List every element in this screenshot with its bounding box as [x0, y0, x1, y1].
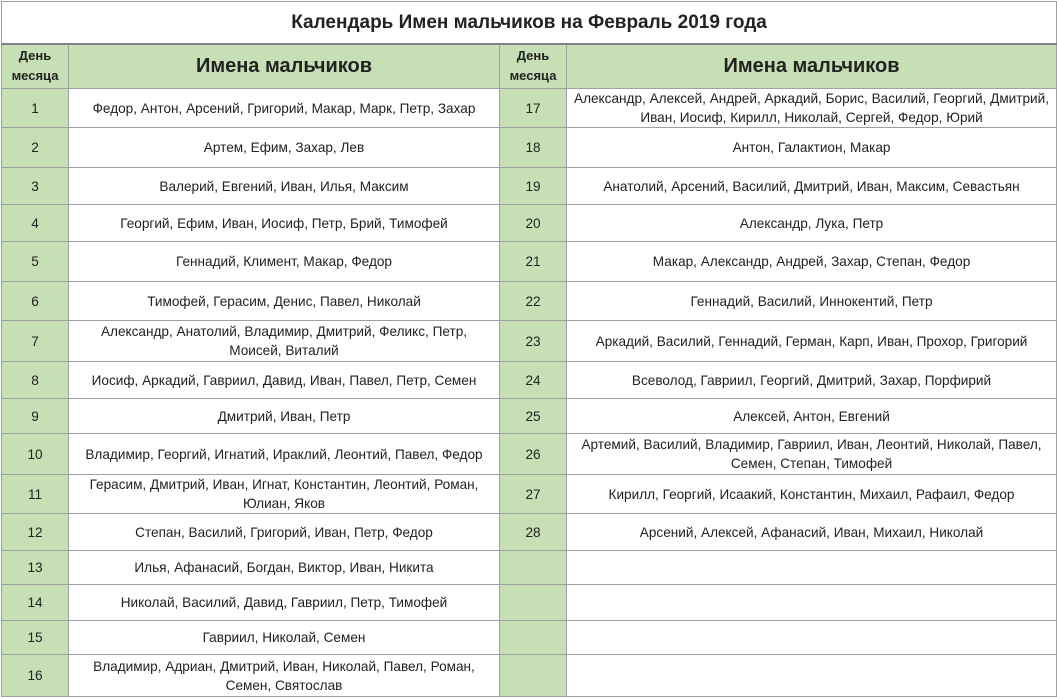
day-cell: 26: [500, 434, 567, 475]
names-cell: Владимир, Георгий, Игнатий, Ираклий, Леонтий, Павел, Федор: [69, 434, 500, 475]
names-cell: Геннадий, Василий, Иннокентий, Петр: [567, 282, 1057, 321]
names-cell: Всеволод, Гавриил, Георгий, Дмитрий, Захар, Порфирий: [567, 362, 1057, 399]
day-cell: 10: [2, 434, 69, 475]
day-cell: 14: [2, 585, 69, 621]
page-title: Календарь Имен мальчиков на Февраль 2019 года: [2, 2, 1057, 44]
names-cell: Герасим, Дмитрий, Иван, Игнат, Константин, Леонтий, Роман, Юлиан, Яков: [69, 475, 500, 514]
names-cell: Николай, Василий, Давид, Гавриил, Петр, Тимофей: [69, 585, 500, 621]
day-cell: 3: [2, 168, 69, 205]
names-cell: Валерий, Евгений, Иван, Илья, Максим: [69, 168, 500, 205]
day-cell: 21: [500, 242, 567, 282]
names-cell: Тимофей, Герасим, Денис, Павел, Николай: [69, 282, 500, 321]
table-row: [2, 321, 1057, 362]
names-cell: Гавриил, Николай, Семен: [69, 621, 500, 655]
names-cell: Александр, Анатолий, Владимир, Дмитрий, Феликс, Петр, Моисей, Виталий: [69, 321, 500, 362]
day-cell: 28: [500, 514, 567, 551]
table-row: [2, 242, 1057, 282]
names-cell: Анатолий, Арсений, Василий, Дмитрий, Иван, Максим, Севастьян: [567, 168, 1057, 205]
day-cell: 11: [2, 475, 69, 514]
day-cell: [500, 551, 567, 585]
day-cell: 6: [2, 282, 69, 321]
day-cell: 24: [500, 362, 567, 399]
day-cell: 18: [500, 128, 567, 168]
names-cell: Аркадий, Василий, Геннадий, Герман, Карп, Иван, Прохор, Григорий: [567, 321, 1057, 362]
names-cell: Артемий, Василий, Владимир, Гавриил, Иван, Леонтий, Николай, Павел, Семен, Степан, Тимофей: [567, 434, 1057, 475]
header-row: [2, 44, 1057, 89]
table-row: [2, 362, 1057, 399]
names-cell: [567, 551, 1057, 585]
names-cell: Федор, Антон, Арсений, Григорий, Макар, Марк, Петр, Захар: [69, 89, 500, 128]
names-cell: Арсений, Алексей, Афанасий, Иван, Михаил, Николай: [567, 514, 1057, 551]
names-cell: [567, 621, 1057, 655]
title-row: [2, 2, 1057, 44]
day-cell: [500, 655, 567, 697]
day-cell: 7: [2, 321, 69, 362]
names-cell: [567, 585, 1057, 621]
day-cell: 2: [2, 128, 69, 168]
day-header-line2: месяца: [509, 68, 557, 84]
table-row: [2, 514, 1057, 551]
names-cell: Илья, Афанасий, Богдан, Виктор, Иван, Никита: [69, 551, 500, 585]
day-cell: 22: [500, 282, 567, 321]
day-cell: 1: [2, 89, 69, 128]
day-cell: 4: [2, 205, 69, 242]
names-cell: Макар, Александр, Андрей, Захар, Степан, Федор: [567, 242, 1057, 282]
day-cell: 16: [2, 655, 69, 697]
day-cell: [500, 585, 567, 621]
table-row: [2, 655, 1057, 697]
table-row: [2, 475, 1057, 514]
table-row: [2, 89, 1057, 128]
day-cell: 15: [2, 621, 69, 655]
names-cell: Кирилл, Георгий, Исаакий, Константин, Михаил, Рафаил, Федор: [567, 475, 1057, 514]
day-cell: 9: [2, 399, 69, 434]
day-cell: 17: [500, 89, 567, 128]
day-cell: 25: [500, 399, 567, 434]
names-cell: Георгий, Ефим, Иван, Иосиф, Петр, Брий, Тимофей: [69, 205, 500, 242]
names-cell: Дмитрий, Иван, Петр: [69, 399, 500, 434]
day-header-line1: День: [18, 48, 52, 64]
day-cell: 12: [2, 514, 69, 551]
names-header-right: Имена мальчиков: [567, 44, 1057, 89]
table-row: [2, 168, 1057, 205]
table-row: [2, 585, 1057, 621]
day-cell: 27: [500, 475, 567, 514]
names-cell: Владимир, Адриан, Дмитрий, Иван, Николай, Павел, Роман, Семен, Святослав: [69, 655, 500, 697]
day-cell: 20: [500, 205, 567, 242]
day-header-right: [500, 44, 567, 89]
names-cell: Артем, Ефим, Захар, Лев: [69, 128, 500, 168]
day-header-left: [2, 44, 69, 89]
names-cell: Антон, Галактион, Макар: [567, 128, 1057, 168]
day-cell: 13: [2, 551, 69, 585]
names-cell: Степан, Василий, Григорий, Иван, Петр, Федор: [69, 514, 500, 551]
day-cell: 8: [2, 362, 69, 399]
day-header-line1: День: [516, 48, 550, 64]
day-cell: [500, 621, 567, 655]
table-row: [2, 434, 1057, 475]
day-cell: 5: [2, 242, 69, 282]
table-row: [2, 551, 1057, 585]
table-row: [2, 205, 1057, 242]
names-cell: Геннадий, Климент, Макар, Федор: [69, 242, 500, 282]
table-row: [2, 282, 1057, 321]
name-calendar-table: [1, 1, 1057, 697]
table-row: [2, 399, 1057, 434]
day-header-line2: месяца: [11, 68, 59, 84]
names-cell: Александр, Алексей, Андрей, Аркадий, Борис, Василий, Георгий, Дмитрий, Иван, Иосиф, Кирилл, Николай, Сергей, Федор, Юрий: [567, 89, 1057, 128]
day-cell: 19: [500, 168, 567, 205]
table-row: [2, 128, 1057, 168]
table-row: [2, 621, 1057, 655]
names-cell: Иосиф, Аркадий, Гавриил, Давид, Иван, Павел, Петр, Семен: [69, 362, 500, 399]
names-cell: Алексей, Антон, Евгений: [567, 399, 1057, 434]
names-cell: [567, 655, 1057, 697]
day-cell: 23: [500, 321, 567, 362]
names-cell: Александр, Лука, Петр: [567, 205, 1057, 242]
names-header-left: Имена мальчиков: [69, 44, 500, 89]
